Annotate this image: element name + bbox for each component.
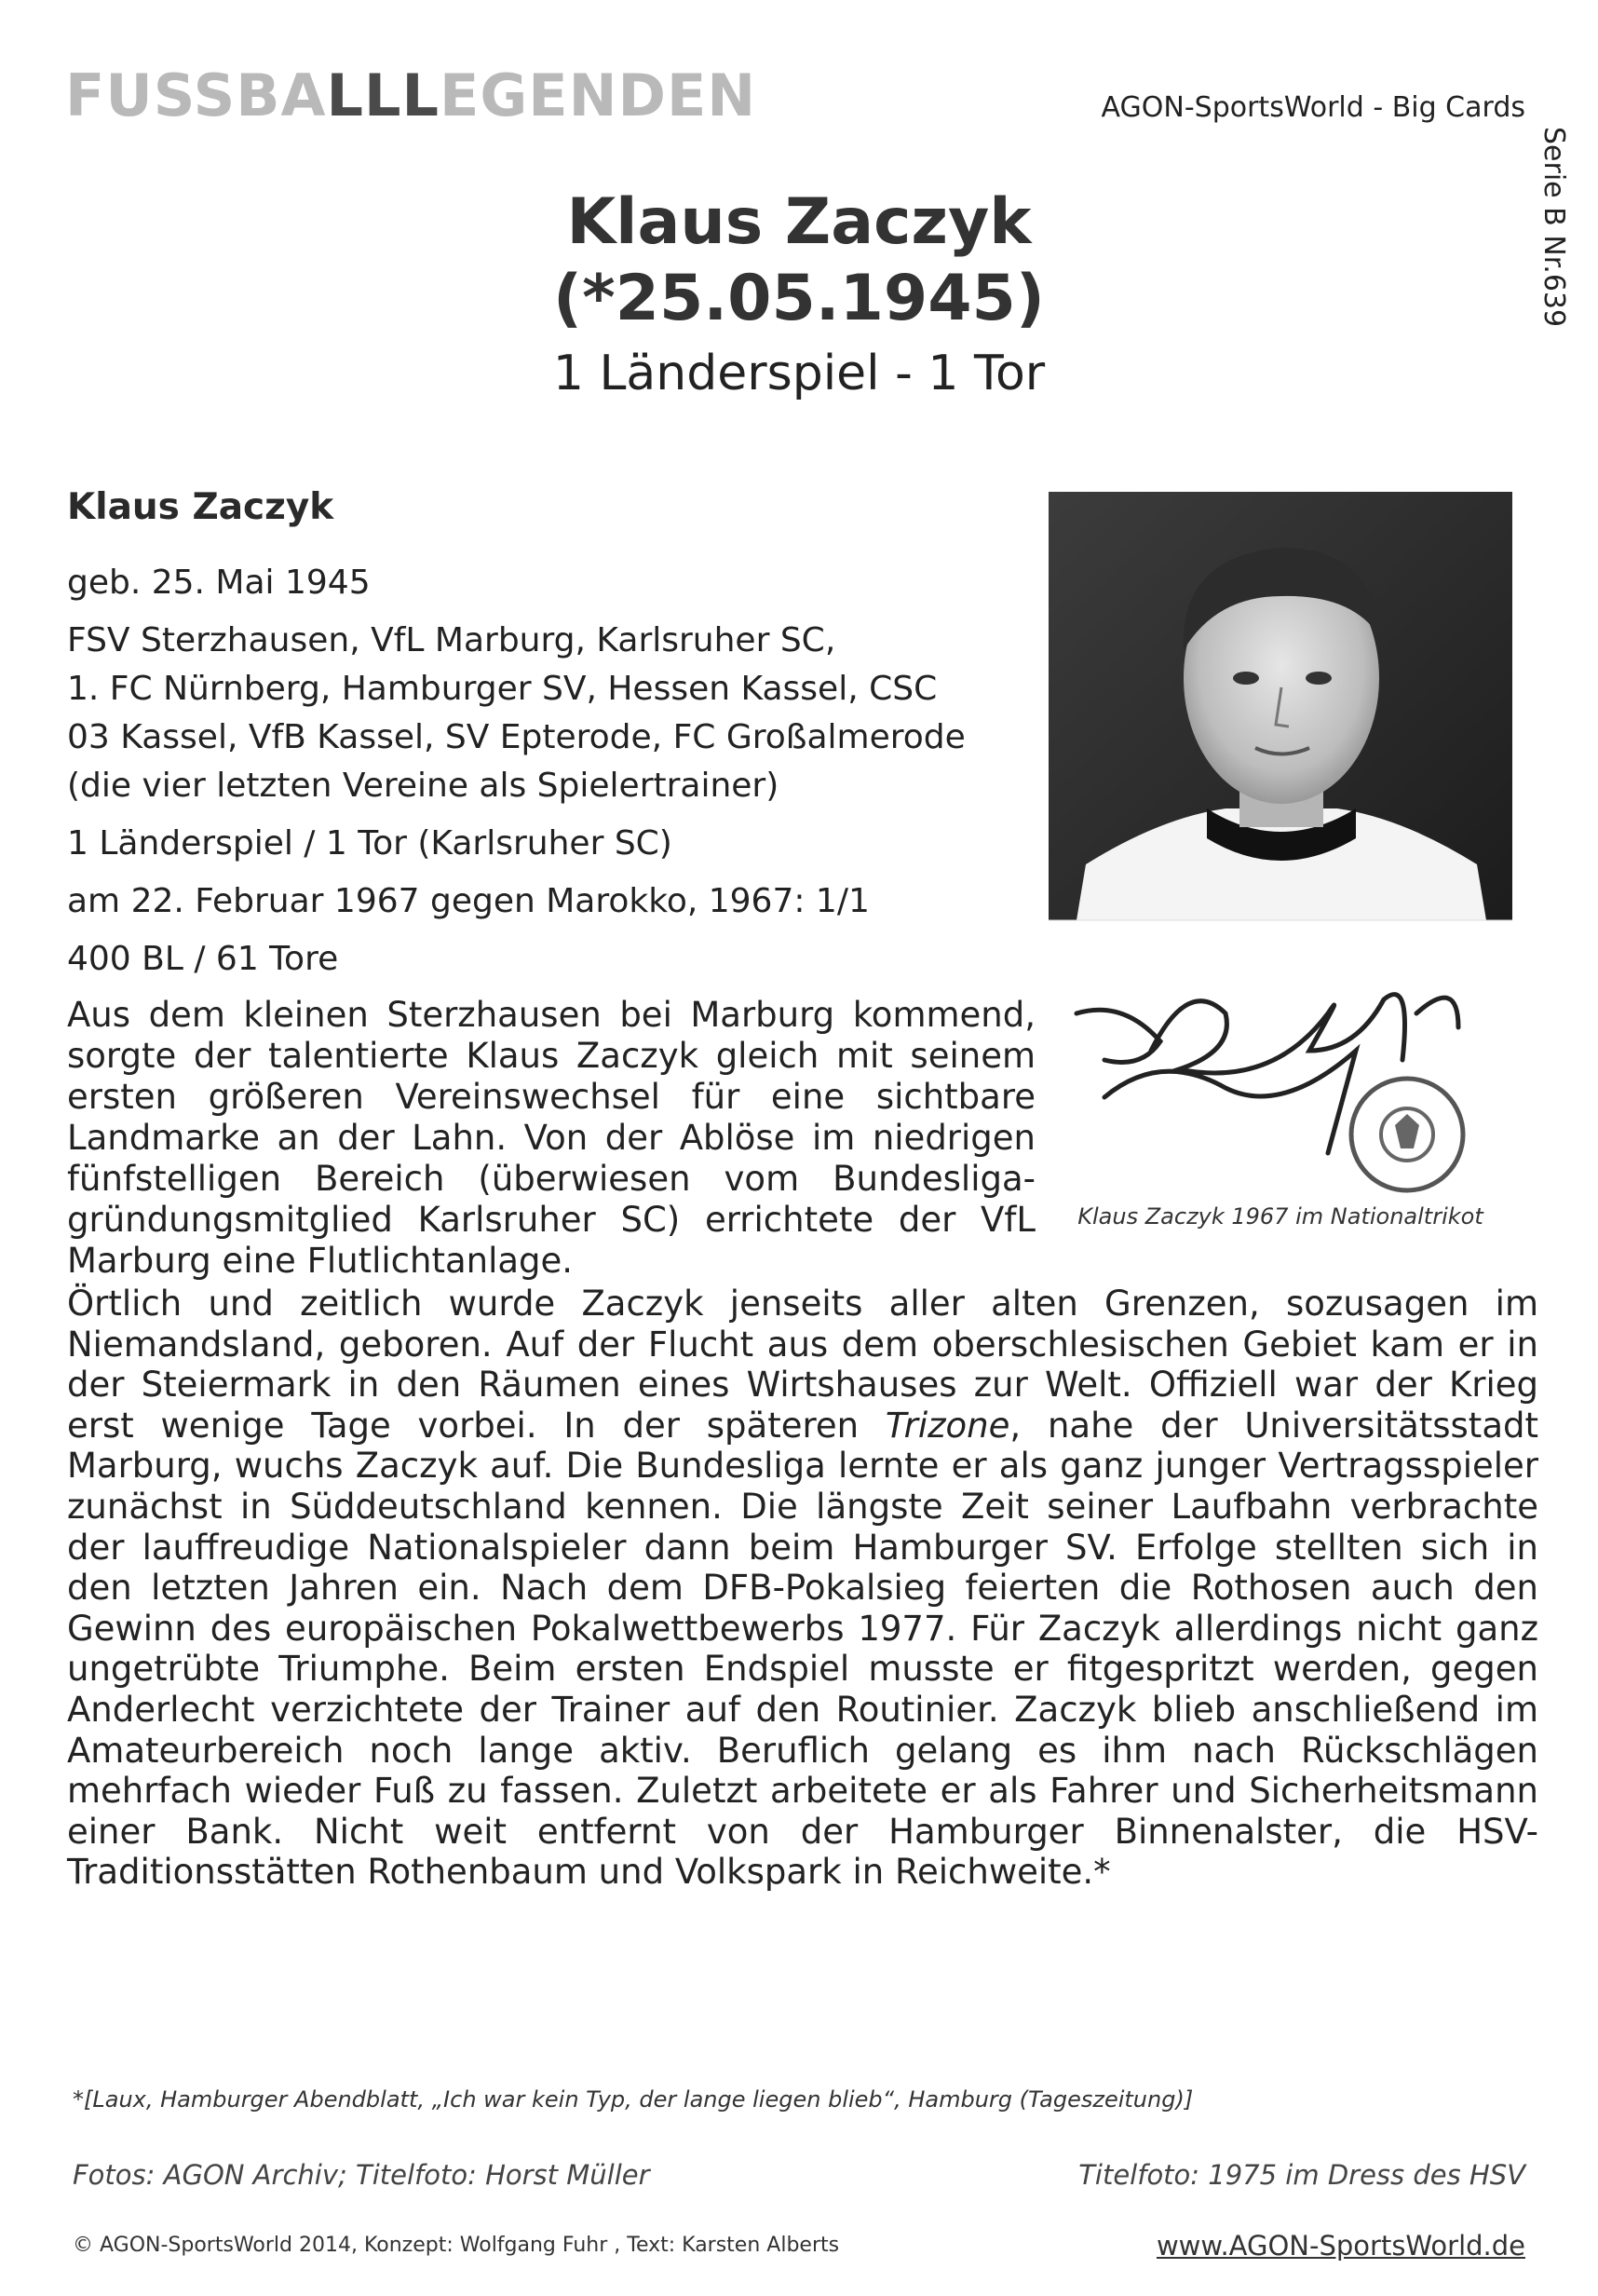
player-name-title: Klaus Zaczyk bbox=[566, 185, 1032, 259]
footnote: *[Laux, Hamburger Abendblatt, „Ich war kein Typ, der lange liegen blieb“, Hamburg (Tageszeitung)] bbox=[73, 2086, 1194, 2113]
cover-photo-credit: Titelfoto: 1975 im Dress des HSV bbox=[1078, 2159, 1525, 2191]
brand-logo bbox=[65, 61, 756, 129]
player-caps-title: 1 Länderspiel - 1 Tor bbox=[552, 346, 1046, 401]
brand-logo-light-1: FUSSBA bbox=[65, 61, 327, 129]
story-main-trizone: Trizone bbox=[885, 1405, 1010, 1446]
brand-logo-light-2: EGENDEN bbox=[440, 61, 757, 129]
player-birth-title: (*25.05.1945) bbox=[553, 262, 1045, 335]
bio-clubs-line-1: FSV Sterzhausen, VfL Marburg, Karlsruher SC, bbox=[67, 621, 836, 659]
brand-logo-dark: LLL bbox=[326, 61, 440, 129]
story-main-part-2: , nahe der Universitätsstadt Marburg, wuchs Zaczyk auf. Die Bundesliga lernte er als ganz junger Vertragsspieler zunächst in Süddeutschland kennen. Die längste Zeit seiner Laufbahn verbrachte der lauffreudige Nationalspieler dann beim Hamburger SV. Erfolge stellten sich in den letzten Jahren ein. Nach dem DFB-Pokalsieg feierten die Rothosen auch den Gewinn des europäischen Pokalwettbewerbs 1977. Für Zaczyk allerdings nicht ganz ungetrübte Triumphe. Beim ersten Endspiel musste er fitgespritzt werden, gegen Anderlecht verzichtete der Trainer auf den Routinier. Zaczyk blieb anschließend im Amateurbereich noch lange aktiv. Beruflich gelang es ihm nach Rückschlägen mehrfach wieder Fuß zu fassen. Zuletzt arbeitete er als Fahrer und Sicherheitsmann einer Bank. Nicht weit entfernt von der Hamburger Binnenalster, die HSV-Traditionsstätten Rothenbaum und Volkspark in Reichweite.* bbox=[67, 1405, 1538, 1893]
bio-debut: am 22. Februar 1967 gegen Marokko, 1967: 1/1 bbox=[67, 882, 870, 920]
bio-clubs-line-2: 1. FC Nürnberg, Hamburger SV, Hessen Kassel, CSC bbox=[67, 670, 938, 708]
title-block bbox=[0, 184, 1598, 406]
website-link[interactable]: www.AGON-SportsWorld.de bbox=[1156, 2230, 1525, 2262]
player-photo-image bbox=[1049, 492, 1512, 1200]
copyright: © AGON-SportsWorld 2014, Konzept: Wolfgang Fuhr , Text: Karsten Alberts bbox=[73, 2234, 840, 2257]
bio-league: 400 BL / 61 Tore bbox=[67, 940, 339, 978]
photo-credits: Fotos: AGON Archiv; Titelfoto: Horst Müller bbox=[73, 2159, 650, 2191]
bio-facts bbox=[67, 559, 1017, 984]
bio-clubs-line-3: 03 Kassel, VfB Kassel, SV Epterode, FC Großalmerode bbox=[67, 718, 966, 756]
series-line: AGON-SportsWorld - Big Cards bbox=[1101, 91, 1525, 124]
photo-caption: Klaus Zaczyk 1967 im Nationaltrikot bbox=[1077, 1203, 1483, 1230]
story-main bbox=[67, 1284, 1538, 1893]
bio-clubs-line-4: (die vier letzten Vereine als Spielertrainer) bbox=[67, 767, 779, 805]
card-number-text: Serie B Nr.639 bbox=[1537, 127, 1570, 328]
bio-born: geb. 25. Mai 1945 bbox=[67, 564, 371, 602]
story-intro: Aus dem kleinen Sterzhausen bei Marburg kommend, sorgte der talentierte Klaus Zaczyk gleich mit seinem ersten größeren Vereinswechsel für eine sichtbare Landmarke an der Lahn. Von der Ablöse im niedrigen fünfstelligen Bereich (überwiesen vom Bundesliga-gründungsmitglied Karlsruher SC) errichtete der VfL Marburg eine Flutlichtanlage. bbox=[67, 995, 1036, 1281]
player-photo bbox=[1049, 492, 1512, 1200]
bio-name: Klaus Zaczyk bbox=[67, 486, 334, 528]
story-main-part-1: Örtlich und zeitlich wurde Zaczyk jenseits aller alten Grenzen, sozusagen im Niemandsland, geboren. Auf der Flucht aus dem oberschlesischen Gebiet kam er in der Steiermark in den Räumen eines Wirtshauses zur Welt. Offiziell war der Krieg erst wenige Tage vorbei. In der späteren bbox=[67, 1284, 1538, 1446]
bio-caps: 1 Länderspiel / 1 Tor (Karlsruher SC) bbox=[67, 824, 672, 863]
